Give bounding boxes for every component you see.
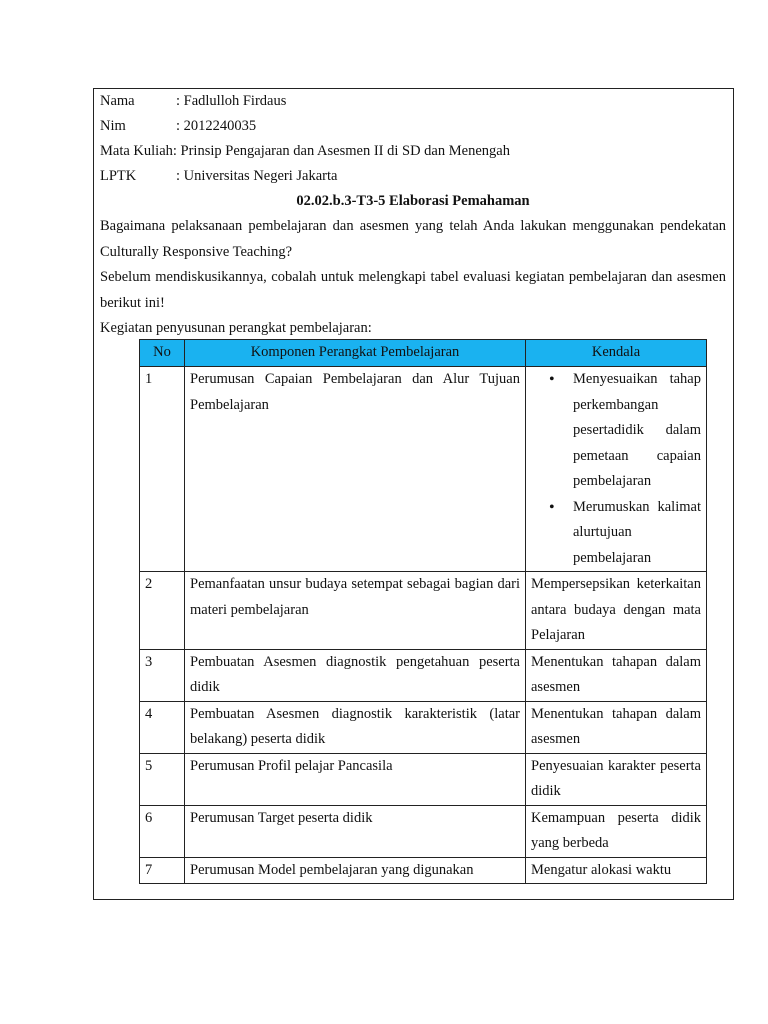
header-komponen: Komponen Perangkat Pembelajaran [185, 340, 526, 367]
row-number: 1 [140, 367, 185, 572]
row-komponen: Perumusan Capaian Pembelajaran dan Alur Tujuan Pembelajaran [185, 367, 526, 572]
row-kendala: Menentukan tahapan dalam asesmen [526, 701, 707, 753]
row-number: 2 [140, 572, 185, 650]
table-header-row [140, 340, 707, 367]
row-kendala: Mempersepsikan keterkaitan antara budaya dengan mata Pelajaran [526, 572, 707, 650]
nim-value: : 2012240035 [176, 118, 257, 134]
row-kendala: Kemampuan peserta didik yang berbeda [526, 805, 707, 857]
document-content [100, 89, 726, 341]
table-row [140, 649, 707, 701]
row-number: 3 [140, 649, 185, 701]
table-row [140, 367, 707, 572]
row-kendala: Penyesuaian karakter peserta didik [526, 753, 707, 805]
table-row [140, 701, 707, 753]
instruction-paragraph: Sebelum mendiskusikannya, cobalah untuk melengkapi tabel evaluasi kegiatan pembelajaran dan asesmen berikut ini! [100, 269, 726, 311]
page-title: 02.02.b.3-T3-5 Elaborasi Pemahaman [296, 193, 530, 209]
table-row [140, 572, 707, 650]
lptk-label: LPTK [100, 168, 137, 184]
row-number: 6 [140, 805, 185, 857]
nama-row [100, 89, 726, 114]
row-komponen: Perumusan Profil pelajar Pancasila [185, 753, 526, 805]
row-komponen: Pembuatan Asesmen diagnostik pengetahuan peserta didik [185, 649, 526, 701]
nama-label: Nama [100, 93, 135, 109]
table-row [140, 857, 707, 884]
row-komponen: Perumusan Target peserta didik [185, 805, 526, 857]
kendala-bullet-list [531, 367, 701, 571]
list-item: • Merumuskan kalimat alurtujuan pembelajaran [573, 495, 701, 572]
row-number: 7 [140, 857, 185, 884]
row-number: 5 [140, 753, 185, 805]
header-no: No [140, 340, 185, 367]
header-kendala: Kendala [526, 340, 707, 367]
intro-paragraph: Kegiatan penyusunan perangkat pembelajaran: [100, 320, 372, 336]
list-item: • Menyesuaikan tahap perkembangan pesertadidik dalam pemetaan capaian pembelajaran [573, 367, 701, 495]
row-kendala: Menentukan tahapan dalam asesmen [526, 649, 707, 701]
matakuliah-row: Mata Kuliah: Prinsip Pengajaran dan Asesmen II di SD dan Menengah [100, 143, 510, 159]
lptk-value: : Universitas Negeri Jakarta [176, 168, 338, 184]
evaluation-table [139, 339, 707, 884]
table-row [140, 753, 707, 805]
row-kendala: Mengatur alokasi waktu [526, 857, 707, 884]
question-paragraph: Bagaimana pelaksanaan pembelajaran dan asesmen yang telah Anda lakukan menggunakan pendekatan Culturally Responsive Teaching? [100, 218, 726, 260]
nim-label: Nim [100, 118, 126, 134]
nim-row [100, 114, 726, 139]
row-kendala [526, 367, 707, 572]
row-komponen: Pembuatan Asesmen diagnostik karakteristik (latar belakang) peserta didik [185, 701, 526, 753]
table-row [140, 805, 707, 857]
nama-value: : Fadlulloh Firdaus [176, 93, 287, 109]
lptk-row [100, 164, 726, 189]
document-frame [93, 88, 734, 900]
row-komponen: Pemanfaatan unsur budaya setempat sebagai bagian dari materi pembelajaran [185, 572, 526, 650]
row-komponen: Perumusan Model pembelajaran yang digunakan [185, 857, 526, 884]
row-number: 4 [140, 701, 185, 753]
